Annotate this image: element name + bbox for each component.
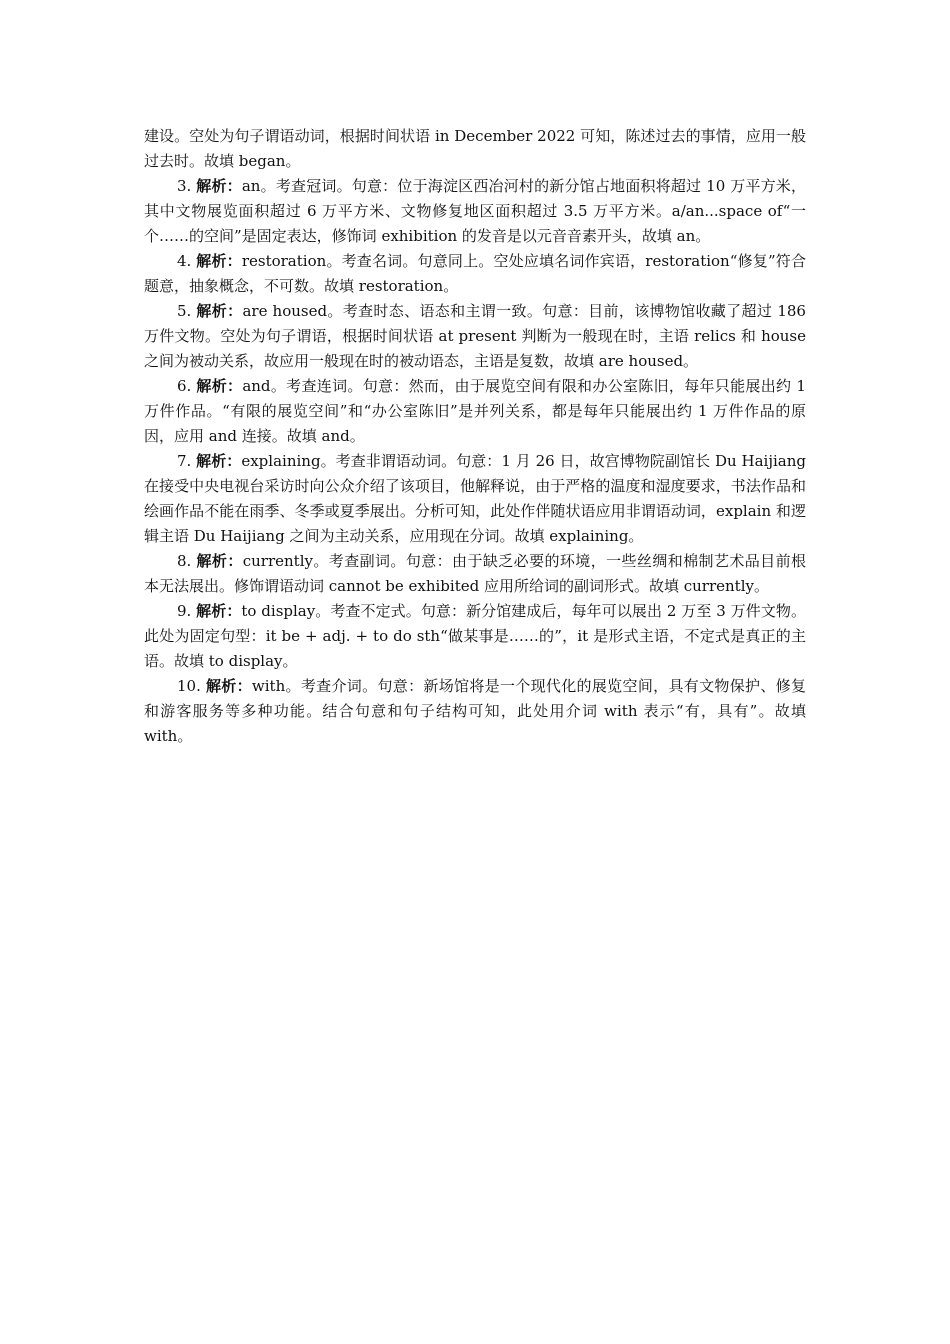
item-number: 5. [177, 302, 192, 320]
item-number: 3. [177, 177, 192, 195]
item-label: 解析： [196, 252, 242, 270]
item-label: 解析： [196, 452, 242, 470]
item-8 [144, 549, 806, 599]
item-text: with。考查介词。句意：新场馆将是一个现代化的展览空间，具有文物保护、修复和游客服务等多种功能。结合句意和句子结构可知，此处用介词 with 表示“有，具有”。故填 with。 [144, 677, 806, 745]
item-number: 10. [177, 677, 201, 695]
item-number: 8. [177, 552, 192, 570]
item-number: 4. [177, 252, 192, 270]
item-label: 解析： [196, 177, 242, 195]
item-3 [144, 174, 806, 249]
item-text: to display。考查不定式。句意：新分馆建成后，每年可以展出 2 万至 3 万件文物。此处为固定句型：it be + adj. + to do sth“做某事是……的”，it 是形式主语，不定式是真正的主语。故填 to display。 [144, 602, 806, 670]
item-number: 9. [177, 602, 192, 620]
item-text: restoration。考查名词。句意同上。空处应填名词作宾语，restoration“修复”符合题意，抽象概念，不可数。故填 restoration。 [144, 252, 806, 295]
item-6 [144, 374, 806, 449]
item-text: an。考查冠词。句意：位于海淀区西冶河村的新分馆占地面积将超过 10 万平方米，其中文物展览面积超过 6 万平方米、文物修复地区面积超过 3.5 万平方米。a/an...space of“一个……的空间”是固定表达，修饰词 exhibition 的发音是以元音音素开头，故填 an。 [144, 177, 806, 245]
item-label: 解析： [196, 302, 243, 320]
item-label: 解析： [205, 677, 252, 695]
item-text: are housed。考查时态、语态和主谓一致。句意：目前，该博物馆收藏了超过 186 万件文物。空处为句子谓语，根据时间状语 at present 判断为一般现在时，主语 relics 和 house 之间为被动关系，故应用一般现在时的被动语态，主语是复数，故填 are housed。 [144, 302, 806, 370]
item-9 [144, 599, 806, 674]
item-text: currently。考查副词。句意：由于缺乏必要的环境，一些丝绸和棉制艺术品目前根本无法展出。修饰谓语动词 cannot be exhibited 应用所给词的副词形式。故填 currently。 [144, 552, 806, 595]
item-5 [144, 299, 806, 374]
answer-explanations [144, 124, 806, 749]
intro-paragraph: 建设。空处为句子谓语动词，根据时间状语 in December 2022 可知，陈述过去的事情，应用一般过去时。故填 began。 [144, 127, 806, 170]
item-4 [144, 249, 806, 299]
item-7 [144, 449, 806, 549]
item-number: 6. [177, 377, 192, 395]
item-text: and。考查连词。句意：然而，由于展览空间有限和办公室陈旧，每年只能展出约 1 万件作品。“有限的展览空间”和“办公室陈旧”是并列关系，都是每年只能展出约 1 万件作品的原因，应用 and 连接。故填 and。 [144, 377, 806, 445]
item-label: 解析： [196, 602, 242, 620]
item-10 [144, 674, 806, 749]
item-number: 7. [177, 452, 192, 470]
item-text: explaining。考查非谓语动词。句意：1 月 26 日，故宫博物院副馆长 Du Haijiang 在接受中央电视台采访时向公众介绍了该项目，他解释说，由于严格的温度和湿度要求，书法作品和绘画作品不能在雨季、冬季或夏季展出。分析可知，此处作伴随状语应用非谓语动词，explain 和逻辑主语 Du Haijiang 之间为主动关系，应用现在分词。故填 explaining。 [144, 452, 806, 545]
item-label: 解析： [196, 377, 243, 395]
item-label: 解析： [196, 552, 243, 570]
